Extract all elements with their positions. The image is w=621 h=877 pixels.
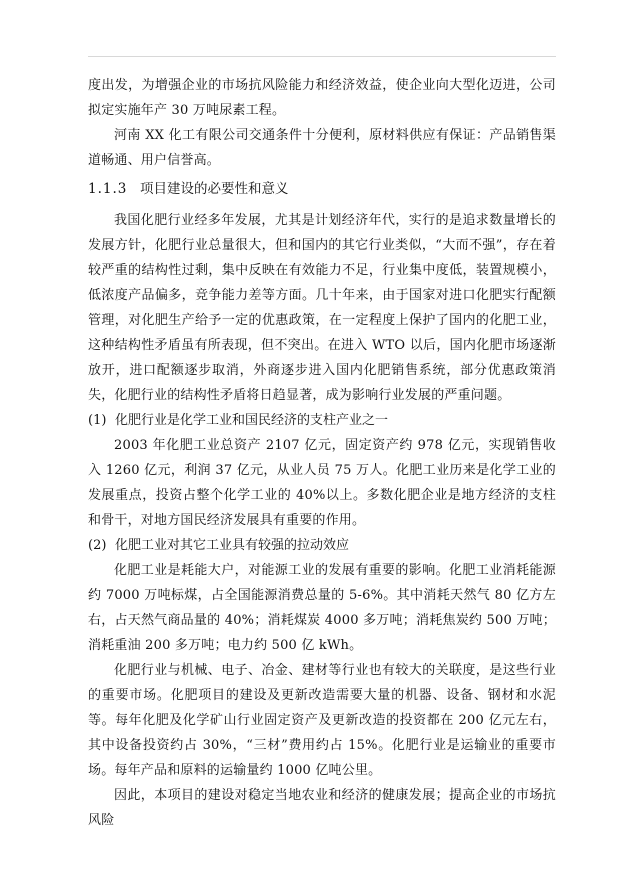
header-divider: [88, 56, 556, 57]
section-number: 1.1.3: [88, 181, 128, 197]
item-title-2: 化肥工业对其它工业具有较强的拉动效应: [115, 538, 350, 553]
paragraph-company-conditions: 河南 XX 化工有限公司交通条件十分便利，原材料供应有保证：产品销售渠道畅通、用户信誉高。: [88, 128, 556, 168]
paragraph-energy-consumption: 化肥工业是耗能大户，对能源工业的发展有重要的影响。化肥工业消耗能源约 7000 万吨标煤，占全国能源消费总量的 5-6%。其中消耗天然气 80 亿方左右，占天然气商品量的 40%；消耗煤炭 4000 多万吨；消耗焦炭约 500 万吨；消耗重油 200 多万吨；电力约 500 亿 kWh。: [88, 563, 556, 653]
section-title: 项目建设的必要性和意义: [140, 181, 289, 197]
item-title-1: 化肥行业是化学工业和国民经济的支柱产业之一: [115, 413, 389, 428]
item-number-1: (1): [88, 413, 107, 428]
item-number-2: (2): [88, 538, 107, 553]
paragraph-industry-overview: 我国化肥行业经多年发展，尤其是计划经济年代，实行的是追求数量增长的发展方针，化肥行业总量很大，但和国内的其它行业类似，“大而不强”，存在着较严重的结构性过剩，集中反映在有效能力不足，行业集中度低，装置规模小，低浓度产品偏多，竞争能力差等方面。几十年来，由于国家对进口化肥实行配额管理，对化肥生产给予一定的优惠政策，在一定程度上保护了国内的化肥工业，这种结构性矛盾虽有所表现，但不突出。在进入 WTO 以后，国内化肥市场逐渐放开，进口配额逐步取消，外商逐步进入国内化肥销售系统，部分优惠政策消失，化肥行业的结构性矛盾将日趋显著，成为影响行业发展的严重问题。: [88, 213, 556, 403]
paragraph-conclusion: 因此，本项目的建设对稳定当地农业和经济的健康发展；提高企业的市场抗风险: [88, 788, 556, 828]
page-content: [88, 73, 556, 833]
paragraph-continuation: 度出发，为增强企业的市场抗风险能力和经济效益，使企业向大型化迈进，公司拟定实施年产 30 万吨尿素工程。: [88, 78, 556, 118]
paragraph-industry-statistics: 2003 年化肥工业总资产 2107 亿元，固定资产约 978 亿元，实现销售收入 1260 亿元，利润 37 亿元，从业人员 75 万人。化肥工业历来是化学工业的发展重点，投资占整个化学工业的 40%以上。多数化肥企业是地方经济的支柱和骨干，对地方国民经济发展具有重要的作用。: [88, 438, 556, 528]
item-heading-1: [88, 408, 556, 433]
section-heading: [88, 176, 556, 202]
item-heading-2: [88, 533, 556, 558]
paragraph-related-industries: 化肥行业与机械、电子、冶金、建材等行业也有较大的关联度，是这些行业的重要市场。化肥项目的建设及更新改造需要大量的机器、设备、钢材和水泥等。每年化肥及化学矿山行业固定资产及更新改造的投资都在 200 亿元左右，其中设备投资约占 30%，“三材”费用约占 15%。化肥行业是运输业的重要市场。每年产品和原料的运输量约 1000 亿吨公里。: [88, 663, 556, 778]
